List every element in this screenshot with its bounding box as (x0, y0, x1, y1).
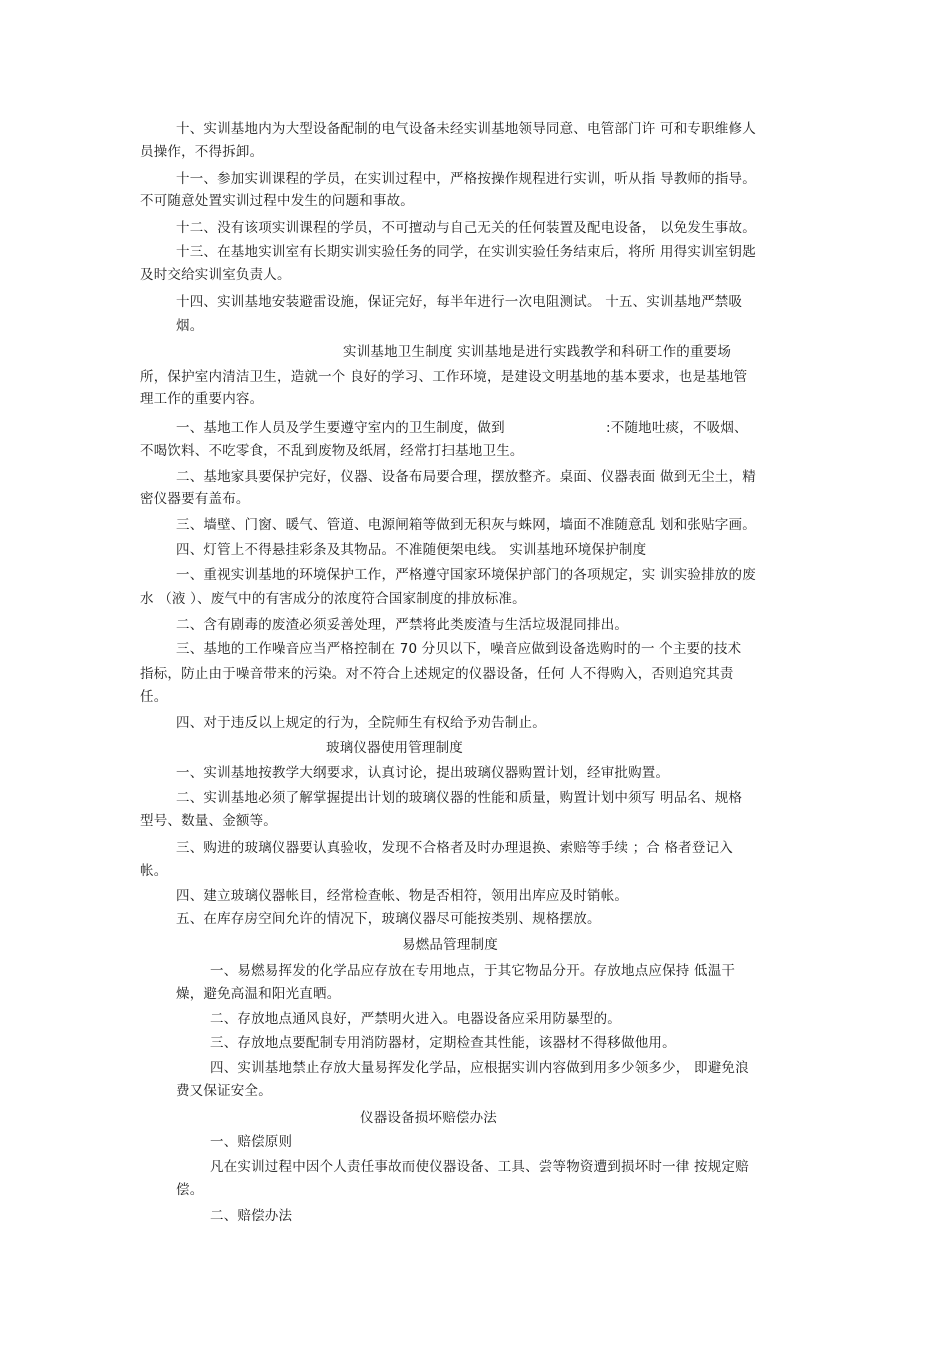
text-line: 玻璃仪器使用管理制度 (326, 740, 463, 756)
text-line: :不随地吐痰，不吸烟、 (606, 420, 748, 436)
text-line: 三、基地的工作噪音应当严格控制在 70 分贝以下，噪音应做到设备选购时的一 个主要的技术 (176, 641, 742, 657)
text-line: 不喝饮料、不吃零食，不乱到废物及纸屑，经常打扫基地卫生。 (140, 443, 524, 459)
text-line: 四、实训基地禁止存放大量易挥发化学品，应根据实训内容做到用多少领多少， 即避免浪 (210, 1060, 749, 1076)
text-line: 燥，避免高温和阳光直晒。 (176, 986, 341, 1002)
text-line: 二、基地家具要保护完好，仪器、设备布局要合理，摆放整齐。桌面、仪器表面 做到无尘土，精 (176, 469, 756, 485)
text-line: 十四、实训基地安装避雷设施，保证完好，每半年进行一次电阻测试。 十五、实训基地严禁吸 (176, 294, 743, 310)
text-line: 一、易燃易挥发的化学品应存放在专用地点，于其它物品分开。存放地点应保持 低温干 (210, 963, 736, 979)
text-line: 密仪器要有盖布。 (140, 491, 250, 507)
text-line: 四、建立玻璃仪器帐目，经常检查帐、物是否相符，领用出库应及时销帐。 (176, 888, 629, 904)
text-line: 一、基地工作人员及学生要遵守室内的卫生制度，做到 (176, 420, 505, 436)
text-line: 指标，防止由于噪音带来的污染。对不符合上述规定的仪器设备，任何 人不得购入，否则追究其责 (140, 666, 734, 682)
text-line: 四、对于违反以上规定的行为，全院师生有权给予劝告制止。 (176, 715, 546, 731)
text-line: 一、重视实训基地的环境保护工作，严格遵守国家环境保护部门的各项规定，实 训实验排放的废 (176, 567, 756, 583)
text-line: 三、墙壁、门窗、暖气、管道、电源闸箱等做到无积灰与蛛网，墙面不准随意乱 划和张贴字画。 (176, 517, 756, 533)
text-line: 烟。 (176, 318, 204, 334)
text-line: 十二、没有该项实训课程的学员，不可擅动与自己无关的任何装置及配电设备， 以免发生事故。 (176, 220, 756, 236)
text-line: 任。 (140, 689, 168, 705)
text-line: 四、灯管上不得悬挂彩条及其物品。不准随便架电线。 实训基地环境保护制度 (176, 542, 647, 558)
text-line: 及时交给实训室负责人。 (140, 267, 291, 283)
text-line: 偿。 (176, 1182, 204, 1198)
text-line: 仪器设备损坏赔偿办法 (360, 1110, 497, 1126)
text-line: 水 （液 ）、废气中的有害成分的浓度符合国家制度的排放标准。 (140, 591, 526, 607)
text-line: 十三、在基地实训室有长期实训实验任务的同学，在实训实验任务结束后，将所 用得实训室钥匙 (176, 244, 756, 260)
text-line: 所，保护室内清洁卫生，造就一个 良好的学习、工作环境，是建设文明基地的基本要求，也是基地管 (140, 369, 748, 385)
text-line: 员操作，不得拆卸。 (140, 144, 264, 160)
text-line: 型号、数量、金额等。 (140, 813, 277, 829)
text-line: 实训基地卫生制度 实训基地是进行实践教学和科研工作的重要场 (343, 344, 732, 360)
text-line: 费又保证安全。 (176, 1083, 272, 1099)
text-line: 十、实训基地内为大型设备配制的电气设备未经实训基地领导同意、电管部门许 可和专职维修人 (176, 121, 756, 137)
text-line: 理工作的重要内容。 (140, 391, 264, 407)
text-line: 二、赔偿办法 (210, 1208, 293, 1224)
text-line: 二、含有剧毒的废渣必须妥善处理，严禁将此类废渣与生活垃圾混同排出。 (176, 617, 629, 633)
text-line: 凡在实训过程中因个人责任事故而使仪器设备、工具、尝等物资遭到损坏时一律 按规定赔 (210, 1159, 749, 1175)
text-line: 易燃品管理制度 (402, 937, 498, 953)
text-line: 十一、参加实训课程的学员，在实训过程中，严格按操作规程进行实训，听从指 导教师的指导。 (176, 171, 756, 187)
text-line: 五、在库存房空间允许的情况下，玻璃仪器尽可能按类别、规格摆放。 (176, 911, 601, 927)
text-line: 一、赔偿原则 (210, 1134, 293, 1150)
text-line: 三、购进的玻璃仪器要认真验收，发现不合格者及时办理退换、索赔等手续 ；合 格者登记入 (176, 840, 733, 856)
text-line: 二、存放地点通风良好，严禁明火进入。电器设备应采用防暴型的。 (210, 1011, 621, 1027)
text-line: 不可随意处置实训过程中发生的问题和事故。 (140, 193, 414, 209)
text-line: 帐。 (140, 863, 168, 879)
text-line: 二、实训基地必须了解掌握提出计划的玻璃仪器的性能和质量，购置计划中须写 明品名、规格 (176, 790, 743, 806)
text-line: 三、存放地点要配制专用消防器材，定期检查其性能，该器材不得移做他用。 (210, 1035, 676, 1051)
text-line: 一、实训基地按教学大纲要求，认真讨论，提出玻璃仪器购置计划，经审批购置。 (176, 765, 670, 781)
